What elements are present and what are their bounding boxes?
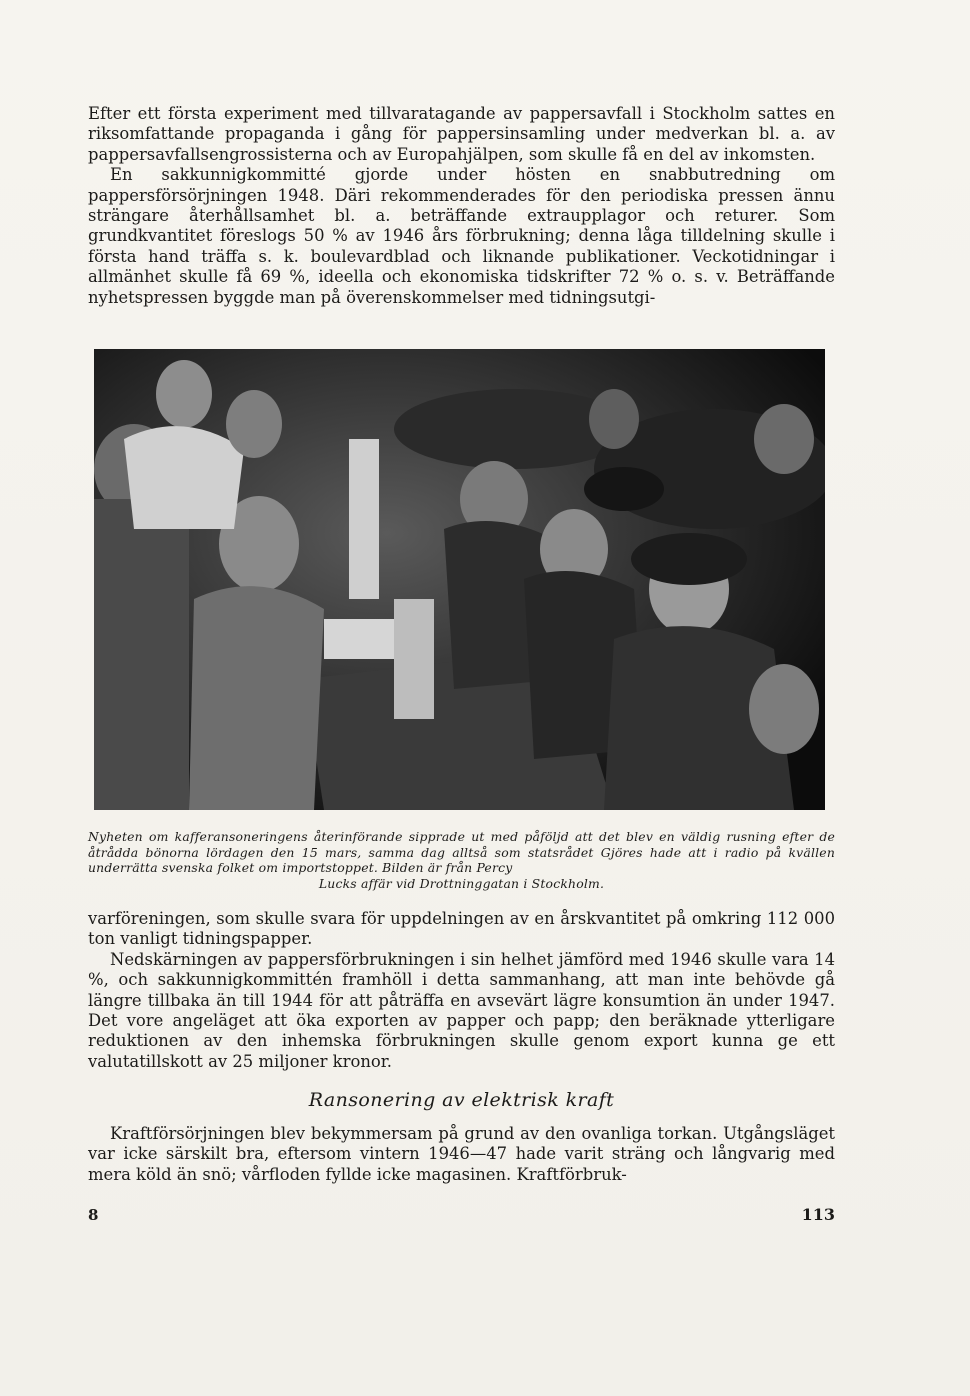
caption-text-last: Lucks affär vid Drottninggatan i Stockholm. xyxy=(318,875,605,891)
text-block-top xyxy=(88,104,835,308)
section-heading: Ransonering av elektrisk kraft xyxy=(308,1089,615,1111)
paragraph: Nedskärningen av pappersförbrukningen i sin helhet jämförd med 1946 skulle vara 14 %, och sakkunnigkommittén framhöll i detta sammanhang, att man inte behövde gå längre tillbaka än till 1944 för att påträffa en avsevärt lägre konsumtion än under 1947. Det vore angeläget att öka exporten av papper och papp; den beräknade ytterligare reduktionen av den inhemska förbrukningen skulle genom export kunna ge ett valutatillskott av 25 miljoner kronor. xyxy=(88,949,835,1071)
caption-text: Nyheten om kafferansoneringens återinförande sipprade ut med påföljd att det blev en väldig rusning efter de åtrådda bönorna lördagen den 15 mars, samma dag alltså som statsrådet Gjöres hade att i radio på kvällen underrätta svenska folket om importstoppet. Bilden är från Percy xyxy=(88,829,835,876)
photo-caption xyxy=(88,829,835,891)
news-photo xyxy=(94,349,825,810)
paragraph: Kraftförsörjningen blev bekymmersam på grund av den ovanliga torkan. Utgångsläget var icke särskilt bra, eftersom vintern 1946—47 hade varit sträng och långvarig med mera köld än snö; vårfloden fyllde icke magasinen. Kraftförbruk- xyxy=(88,1124,835,1184)
paragraph: En sakkunnigkommitté gjorde under hösten en snabbutredning om pappersförsörjningen 1948. Däri rekommenderades för den periodiska pressen ännu strängare återhållsamhet bl. a. beträffande extraupplagor och returer. Som grundkvantitet föreslogs 50 % av 1946 års förbrukning; denna låga tilldelning skulle i första hand träffa s. k. boulevardblad och liknande publikationer. Veckotidningar i allmänhet skulle få 69 %, ideella och ekonomiska tidskrifter 72 % o. s. v. Beträffande nyhetspressen byggde man på överenskommelser med tidningsutgi- xyxy=(88,165,835,307)
signature-mark: 8 xyxy=(88,1206,99,1224)
paragraph: Efter ett första experiment med tillvaratagande av pappersavfall i Stockholm sattes en riksomfattande propaganda i gång för pappersinsamling under medverkan bl. a. av pappersavfallsengrossisterna och av Europahjälpen, som skulle få en del av inkomsten. xyxy=(88,104,835,164)
page-number: 113 xyxy=(801,1205,835,1224)
text-block-bottom xyxy=(88,1124,835,1185)
text-block-middle xyxy=(88,909,835,1072)
photo-illustration xyxy=(94,349,825,810)
paragraph: varföreningen, som skulle svara för uppdelningen av en årskvantitet på omkring 112 000 ton vanligt tidningspapper. xyxy=(88,909,835,949)
